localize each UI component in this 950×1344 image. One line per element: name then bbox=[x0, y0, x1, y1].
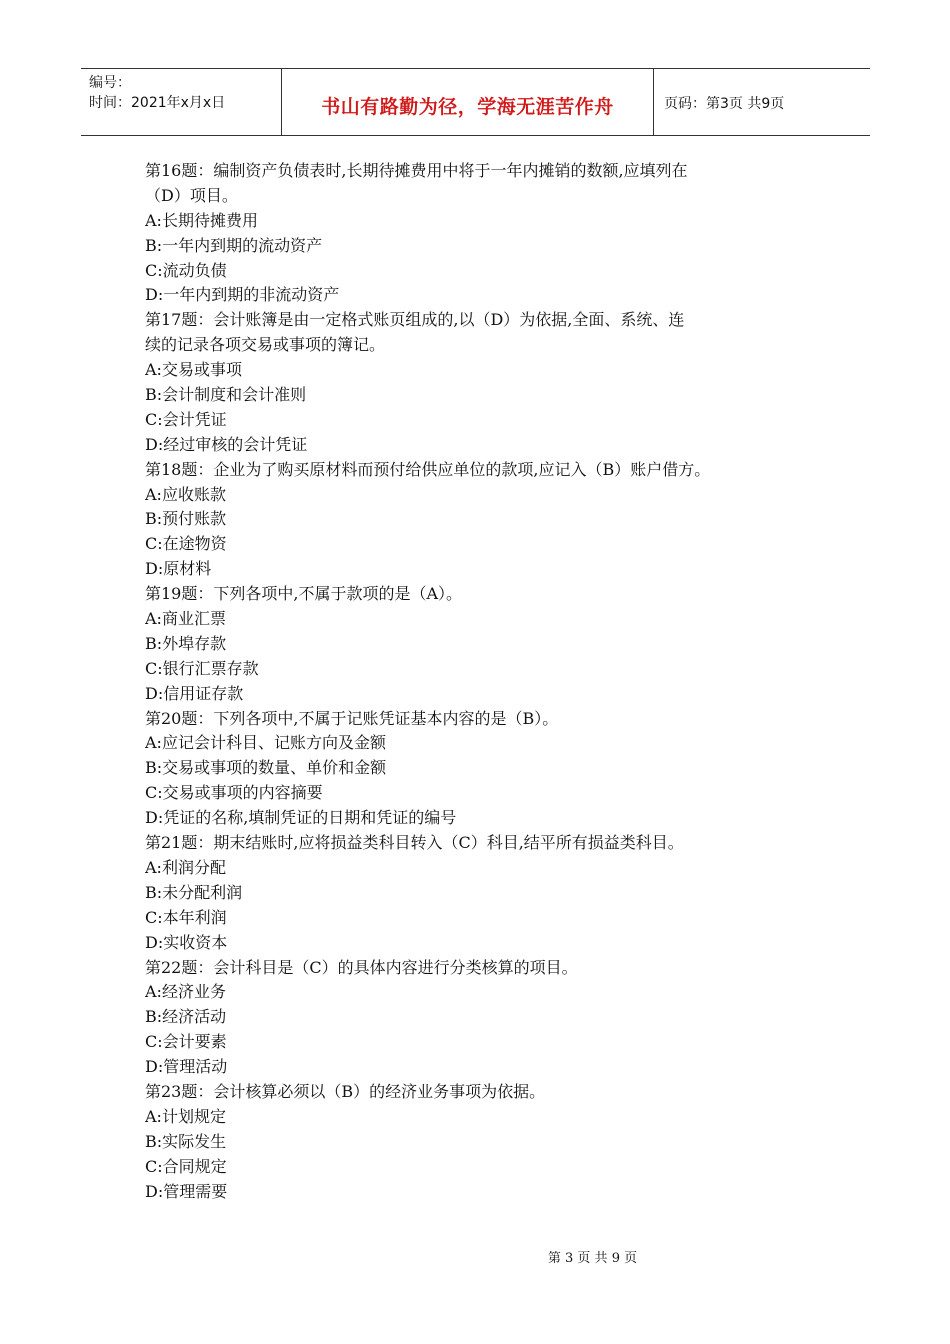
text-line: 第23题：会计核算必须以（B）的经济业务事项为依据。 bbox=[145, 1081, 546, 1101]
page-footer: 第 3 页 共 9 页 bbox=[547, 1251, 638, 1266]
document-number-label: 编号： bbox=[89, 75, 131, 91]
text-line: B:一年内到期的流动资产 bbox=[145, 235, 323, 255]
text-line: D:凭证的名称,填制凭证的日期和凭证的编号 bbox=[145, 808, 457, 828]
text-line: D:管理活动 bbox=[145, 1057, 228, 1077]
text-line: A:经济业务 bbox=[145, 982, 226, 1002]
text-line: C:银行汇票存款 bbox=[145, 658, 259, 678]
text-line: C:本年利润 bbox=[145, 907, 227, 927]
document-time-label: 时间：2021年x月x日 bbox=[89, 95, 226, 111]
text-line: 第17题：会计账簿是由一定格式账页组成的,以（D）为依据,全面、系统、连 bbox=[145, 310, 685, 330]
text-line: A:应记会计科目、记账方向及金额 bbox=[145, 733, 386, 753]
header-motto: 书山有路勤为径，学海无涯苦作舟 bbox=[321, 95, 614, 118]
header-page-cell bbox=[654, 69, 870, 135]
text-line: D:信用证存款 bbox=[145, 683, 244, 703]
text-line: C:合同规定 bbox=[145, 1156, 227, 1176]
text-line: D:管理需要 bbox=[145, 1181, 228, 1201]
text-line: B:实际发生 bbox=[145, 1131, 227, 1151]
text-line: 第21题：期末结账时,应将损益类科目转入（C）科目,结平所有损益类科目。 bbox=[145, 833, 684, 853]
text-line: A:长期待摊费用 bbox=[145, 210, 258, 230]
text-line: 第22题：会计科目是（C）的具体内容进行分类核算的项目。 bbox=[145, 957, 578, 977]
header-page-number: 页码：第3页 共9页 bbox=[664, 96, 785, 112]
text-line: 续的记录各项交易或事项的簿记。 bbox=[145, 335, 386, 355]
text-line: C:流动负债 bbox=[145, 260, 227, 280]
text-line: D:实收资本 bbox=[145, 932, 228, 952]
text-line: C:在途物资 bbox=[145, 534, 227, 554]
text-line: B:预付账款 bbox=[145, 509, 227, 529]
text-line: 第18题：企业为了购买原材料而预付给供应单位的款项,应记入（B）账户借方。 bbox=[145, 459, 711, 479]
text-line: B:会计制度和会计准则 bbox=[145, 385, 307, 405]
text-line: C:会计要素 bbox=[145, 1032, 227, 1052]
question-list bbox=[145, 159, 825, 1204]
text-line: A:利润分配 bbox=[145, 857, 226, 877]
text-line: B:外埠存款 bbox=[145, 633, 227, 653]
text-line: C:交易或事项的内容摘要 bbox=[145, 783, 323, 803]
text-line: A:应收账款 bbox=[145, 484, 226, 504]
text-line: （D）项目。 bbox=[145, 185, 238, 205]
text-line: 第19题：下列各项中,不属于款项的是（A）。 bbox=[145, 584, 463, 604]
text-line: 第20题：下列各项中,不属于记账凭证基本内容的是（B）。 bbox=[145, 708, 559, 728]
text-line: C:会计凭证 bbox=[145, 409, 227, 429]
text-line: A:计划规定 bbox=[145, 1106, 226, 1126]
header-motto-cell bbox=[282, 69, 654, 135]
header-meta bbox=[81, 69, 282, 135]
text-line: B:交易或事项的数量、单价和金额 bbox=[145, 758, 387, 778]
text-line: 第16题：编制资产负债表时,长期待摊费用中将于一年内摊销的数额,应填列在 bbox=[145, 161, 688, 180]
text-line: D:经过审核的会计凭证 bbox=[145, 434, 308, 454]
text-line: D:原材料 bbox=[145, 559, 212, 579]
text-line: A:商业汇票 bbox=[145, 609, 226, 629]
page-header bbox=[81, 68, 870, 136]
text-line: D:一年内到期的非流动资产 bbox=[145, 285, 340, 305]
text-line: B:未分配利润 bbox=[145, 882, 243, 902]
text-line: B:经济活动 bbox=[145, 1007, 227, 1027]
text-line: A:交易或事项 bbox=[145, 360, 242, 380]
